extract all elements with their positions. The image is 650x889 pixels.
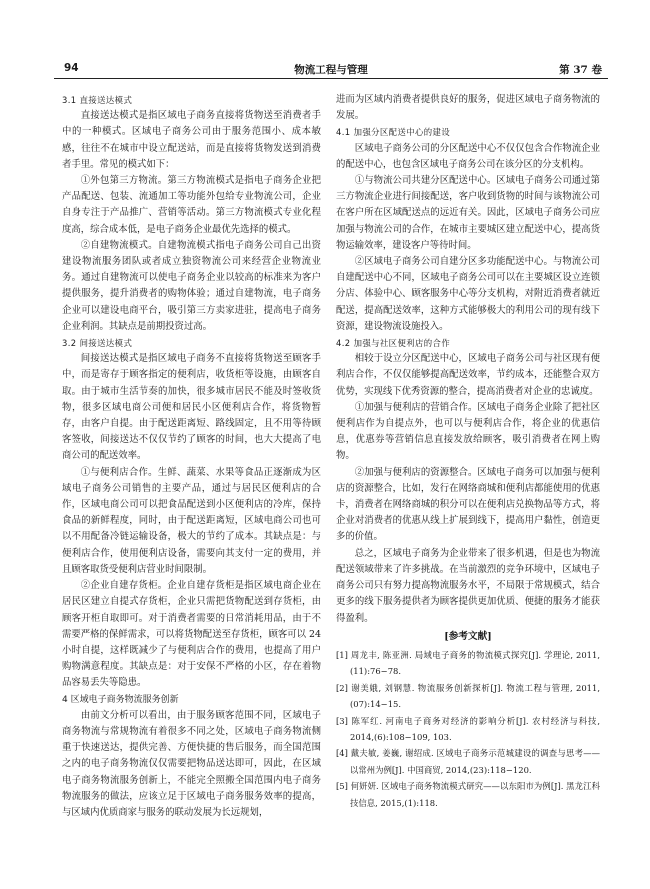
reference-list [336, 647, 600, 811]
journal-name: 物流工程与管理 [294, 64, 368, 76]
reference-item: [2] 谢美娥, 刘钢慧. 物流服务创新探析[J]. 物流工程与管理, 2011,(07):14−15. [336, 682, 600, 710]
body-paragraph: 间接送达模式是指区域电子商务不直接将货物送至顾客手中，而是寄存于顾客指定的便利店，收货柜等设施，由顾客自取。由于城市生活节奏的加快，很多城市居民不能及时签收货物，很多区域电商公司便和居民小区便利店合作，将货物暂存，由客户自提。由于配送距离短、路线固定，且不用等待顾客签收，间接送达不仅仅节约了顾客的时间，也大大提高了电商公司的配送效率。 [62, 353, 321, 462]
page-number: 94 [64, 62, 79, 74]
body-paragraph: ②自建物流模式。自建物流模式指电子商务公司自己出资建设物流服务团队或者成立独资物流公司来经营企业物流业务。通过自建物流可以使电子商务企业以较高的标准来为客户提供服务，提升消费者的购物体验；通过自建物流，电子商务企业可以建设电商平台，吸引第三方卖家进驻，提高电子商务企业利润。其缺点是前期投资过高。 [62, 239, 321, 332]
reference-item: [3] 陈军红. 河南电子商务对经济的影响分析[J]. 农村经济与科技, 2014,(6):108−109, 103. [336, 715, 600, 742]
reference-item: [5] 何妍妍. 区域电子商务物流模式研究——以东阳市为例[J]. 黑龙江科技信息, 2015,(1):118. [336, 781, 600, 808]
reference-item: [4] 戴夫敏, 姜巍, 谢绍成. 区域电子商务示范城建设的调查与思考——以常州为例[J]. 中国商贸, 2014,(23):118−120. [336, 748, 600, 775]
body-paragraph: ②区域电子商务公司自建分区多功能配送中心。与物流公司自建配送中心不同，区域电子商务公司可以在主要城区设立连锁分店、体验中心、顾客服务中心等分支机构，对附近消费者就近配送，提高配送效率，这种方式能够极大的利用公司的现有线下资源，建设物流设施投入。 [336, 256, 600, 332]
left-column [62, 92, 321, 821]
section-heading: 4.1 加强分区配送中心的建设 [336, 127, 451, 138]
body-paragraph: ①与物流公司共建分区配送中心。区域电子商务公司通过第三方物流企业进行间接配送，客户收到货物的时间与该物流公司在客户所在区域配送点的远近有关。因此，区域电子商务公司应加强与物流公司的合作，在城市主要城区建立配送中心，提高货物运输效率，建设客户等待时间。 [336, 175, 600, 251]
volume-label: 第 37 卷 [559, 64, 602, 76]
body-paragraph: 直接送达模式是指区域电子商务直接将货物送至消费者手中的一种模式。区域电子商务公司由于服务范围小、成本敏感，往往不在城市中设立配送站，而是直接将货物发送到消费者手里。常见的模式如下： [62, 110, 321, 170]
body-paragraph: 区域电子商务公司的分区配送中心不仅仅包含合作物流企业的配送中心，也包含区域电子商务公司在该分区的分支机构。 [336, 142, 600, 170]
reference-item: [1] 周龙丰, 陈亚洲. 局域电子商务的物流模式探究[J]. 学理论, 2011,(11):76−78. [336, 649, 600, 677]
right-column [336, 92, 600, 811]
section-heading: 4.2 加强与社区便利店的合作 [336, 338, 451, 349]
references-title: [参考文献] [444, 630, 492, 642]
body-paragraph: ②加强与便利店的资源整合。区域电子商务可以加强与便利店的资源整合，比如，发行在网络商城和便利店都能使用的优惠卡，消费者在网络商城的积分可以在便利店兑换物品等方式，将企业对消费者的优惠从线上扩展到线下，提高用户黏性，创造更多的价值。 [336, 466, 600, 543]
body-paragraph: ①加强与便利店的营销合作。区域电子商务企业除了把社区便利店作为自提点外，也可以与便利店合作，将企业的优惠信息，优惠券等营销信息直接发放给顾客，吸引消费者在网上购物。 [336, 401, 600, 462]
section-heading: 3.1 直接送达模式 [62, 95, 133, 105]
body-paragraph: 相较于设立分区配送中心，区域电子商务公司与社区现有便利店合作，不仅仅能够提高配送效率，节约成本，还能整合双方优势，实现线下优秀资源的整合，提高消费者对企业的忠诚度。 [336, 353, 600, 397]
section-heading: 4 区域电子商务物流服务创新 [62, 694, 179, 705]
body-paragraph: 总之，区域电子商务为企业带来了很多机遇，但是也为物流配送领域带来了许多挑战。在当前激烈的竞争环境中，区域电子商务公司只有努力提高物流服务水平，不局限于常规模式，结合更多的线下服务提供者为顾客提供更加优质、便捷的服务才能获得盈利。 [336, 547, 600, 624]
section-heading: 3.2 间接送达模式 [62, 338, 133, 349]
body-paragraph: ①与便利店合作。生鲜、蔬菜、水果等食品正逐渐成为区域电子商务公司销售的主要产品，通过与居民区便利店的合作，区域电商公司可以把食品配送到小区便利店的冷库，保持食品的新鲜程度，同时，由于配送距离短，区域电商公司也可以不用配备冷链运输设备，极大的节约了成本。其缺点是：与便利店合作，使用便利店设备，需要向其支付一定的费用，并且顾客取货受便利店营业时间限制。 [62, 466, 321, 575]
body-paragraph: ②企业自建存货柜。企业自建存货柜是指区域电商企业在居民区建立自提式存货柜，企业只需把货物配送到存货柜，由顾客开柜自取即可。对于消费者需要的日常消耗用品，由于不需要严格的保鲜需求，可以将货物配送至存货柜，顾客可以 24 小时自提，这样既减少了与便利店合作的费用，也提高了用户购物满意程度。其缺点是：对于安保不严格的小区，存在着物品容易丢失等隐患。 [62, 580, 321, 689]
running-header [54, 62, 608, 79]
body-paragraph: 由前文分析可以看出，由于服务顾客范围不同，区域电子商务物流与常规物流有着很多不同之处，区域电子商务物流侧重于快速送达，提供完善、方便快捷的售后服务，而全国范围之内的电子商务物流仅仅需要把物品送达即可，因此，在区域电子商务物流服务创新上，不能完全照搬全国范围内电子商务物流服务的做法，应该立足于区域电子商务服务效率的提高，与区域内优质商家与服务的联动发展为长远规划， [62, 709, 321, 818]
body-paragraph: ①外包第三方物流。第三方物流模式是指电子商务企业把产品配送、包装、流通加工等功能外包给专业物流公司，企业自身专注于产品推广、营销等活动。第三方物流模式专业化程度高，综合成本低，是电子商务企业最优先选择的模式。 [62, 175, 321, 235]
body-paragraph: 进而为区域内消费者提供良好的服务，促进区域电子商务物流的发展。 [336, 94, 600, 122]
